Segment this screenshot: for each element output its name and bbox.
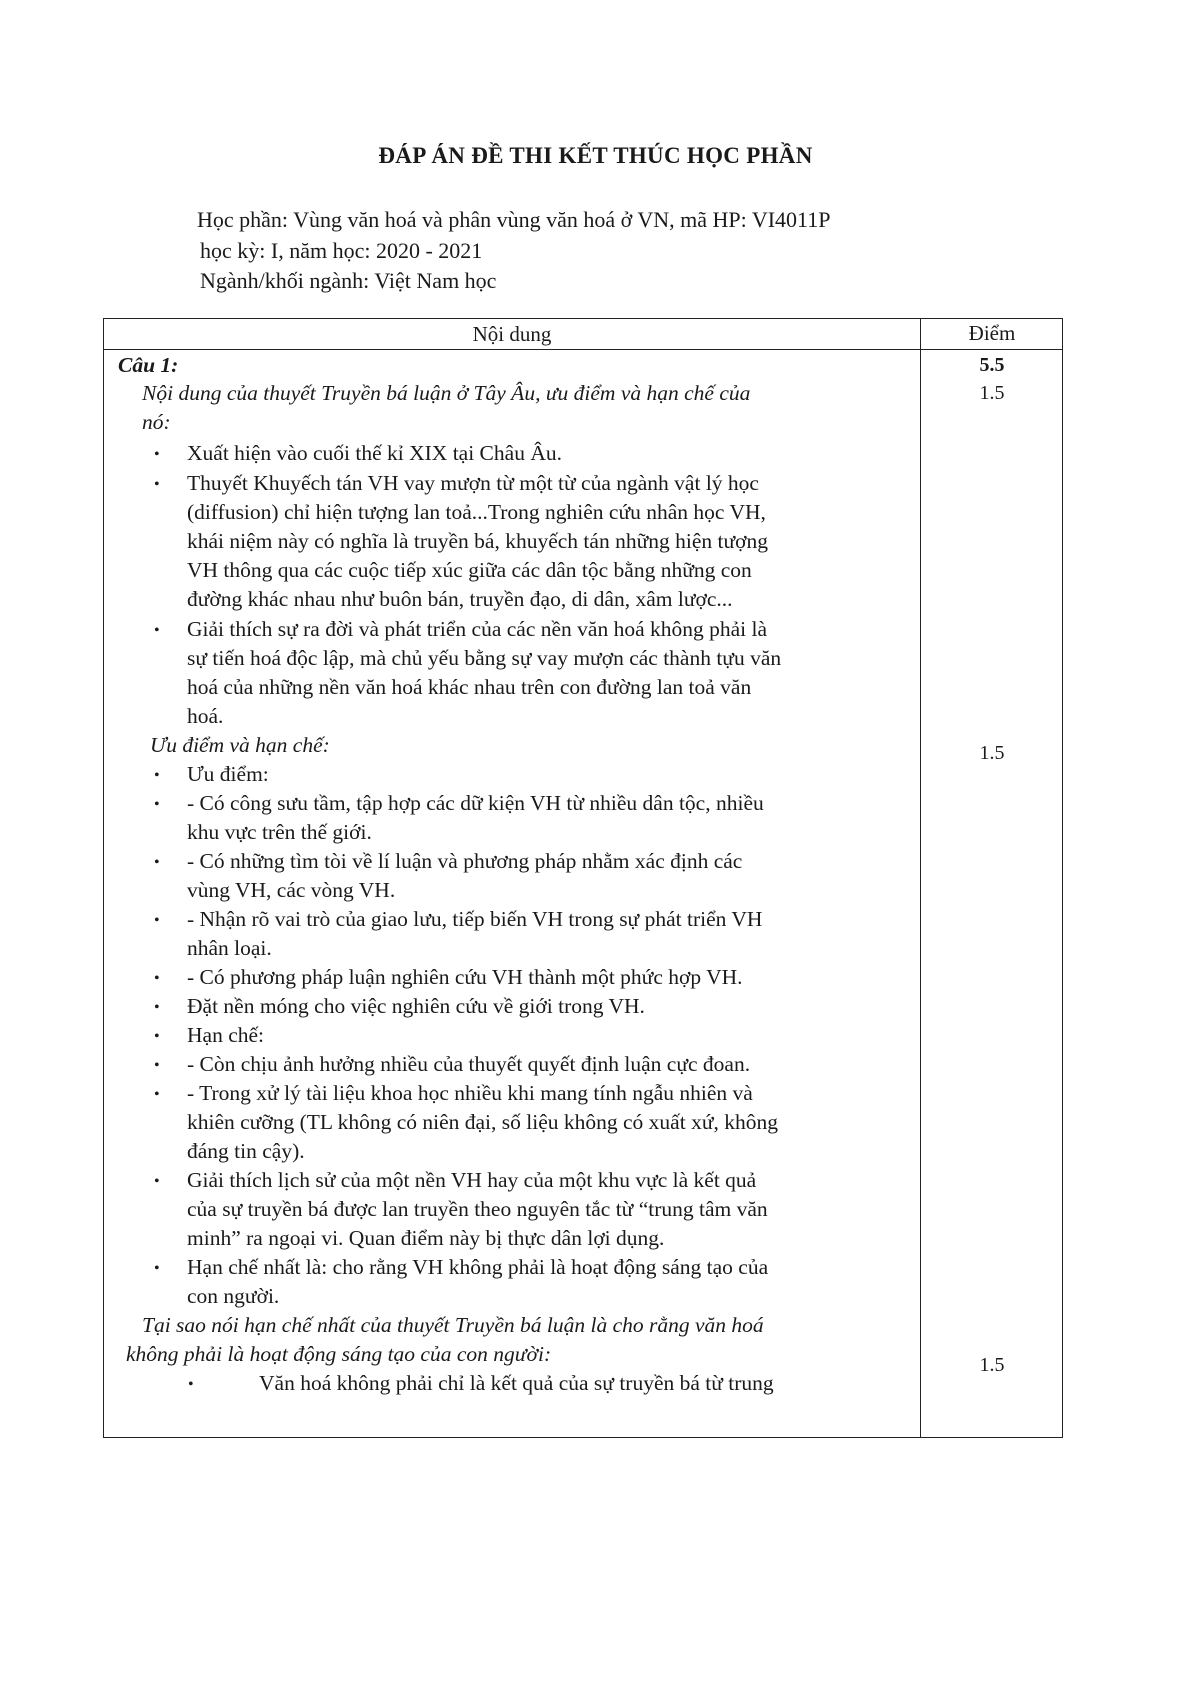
header-divider bbox=[104, 349, 1062, 350]
content-line: - Nhận rõ vai trò của giao lưu, tiếp biến VH trong sự phát triển VH bbox=[187, 907, 763, 931]
content-line: Giải thích lịch sử của một nền VH hay của một khu vực là kết quả bbox=[187, 1168, 757, 1192]
section-heading: Ưu điểm và hạn chế: bbox=[150, 733, 330, 757]
section-heading: nó: bbox=[142, 410, 171, 434]
content-line: - Còn chịu ảnh hưởng nhiều của thuyết quyết định luận cực đoan. bbox=[187, 1052, 751, 1076]
content-line: sự tiến hoá độc lập, mà chủ yếu bằng sự vay mượn các thành tựu văn bbox=[187, 646, 782, 670]
score-total: 5.5 bbox=[979, 354, 1005, 376]
header-score: Điểm bbox=[968, 321, 1016, 345]
content-line: nhân loại. bbox=[187, 936, 272, 960]
content-line: Hạn chế: bbox=[187, 1023, 265, 1047]
section-heading: Tại sao nói hạn chế nhất của thuyết Truyền bá luận là cho rằng văn hoá bbox=[142, 1313, 764, 1337]
major-line: Ngành/khối ngành: Việt Nam học bbox=[200, 268, 497, 293]
content-line: Văn hoá không phải chỉ là kết quả của sự truyền bá từ trung bbox=[259, 1371, 774, 1395]
content-line: khiên cưỡng (TL không có niên đại, số liệu không có xuất xứ, không bbox=[187, 1110, 778, 1134]
content-line: hoá. bbox=[187, 704, 224, 728]
bullet-icon: • bbox=[154, 767, 160, 784]
content-line: khái niệm này có nghĩa là truyền bá, khuyếch tán những hiện tượng bbox=[187, 529, 768, 553]
section-heading: không phải là hoạt động sáng tạo của con người: bbox=[126, 1342, 552, 1366]
content-line: Xuất hiện vào cuối thế kỉ XIX tại Châu Âu. bbox=[187, 441, 562, 465]
bullet-icon: • bbox=[154, 970, 160, 987]
page-title: ĐÁP ÁN ĐỀ THI KẾT THÚC HỌC PHẦN bbox=[378, 143, 813, 168]
bullet-icon: • bbox=[154, 1260, 160, 1277]
content-line: Ưu điểm: bbox=[187, 762, 269, 786]
bullet-icon: • bbox=[154, 446, 160, 463]
content-line: đáng tin cậy). bbox=[187, 1139, 305, 1163]
bullet-icon: • bbox=[154, 1057, 160, 1074]
course-line: Học phần: Vùng văn hoá và phân vùng văn hoá ở VN, mã HP: VI4011P bbox=[197, 207, 831, 232]
content-line: - Trong xử lý tài liệu khoa học nhiều khi mang tính ngẫu nhiên và bbox=[187, 1081, 753, 1105]
bullet-icon: • bbox=[154, 912, 160, 929]
content-line: Giải thích sự ra đời và phát triển của các nền văn hoá không phải là bbox=[187, 617, 768, 641]
header-content: Nội dung bbox=[472, 322, 552, 346]
score-part: 1.5 bbox=[979, 382, 1005, 404]
content-line: - Có công sưu tầm, tập hợp các dữ kiện VH từ nhiều dân tộc, nhiều bbox=[187, 791, 764, 815]
content-line: đường khác nhau như buôn bán, truyền đạo, di dân, xâm lược... bbox=[187, 587, 733, 611]
column-divider bbox=[920, 319, 921, 1437]
section-heading: Nội dung của thuyết Truyền bá luận ở Tây Âu, ưu điểm và hạn chế của bbox=[142, 381, 751, 405]
answer-table bbox=[103, 318, 1063, 1438]
content-line: VH thông qua các cuộc tiếp xúc giữa các dân tộc bằng những con bbox=[187, 558, 752, 582]
content-line: - Có những tìm tòi về lí luận và phương pháp nhằm xác định các bbox=[187, 849, 743, 873]
content-line: hoá của những nền văn hoá khác nhau trên con đường lan toả văn bbox=[187, 675, 752, 699]
content-line: con người. bbox=[187, 1284, 280, 1308]
bullet-icon: • bbox=[188, 1376, 194, 1393]
content-line: khu vực trên thế giới. bbox=[187, 820, 372, 844]
bullet-icon: • bbox=[154, 1028, 160, 1045]
content-line: Hạn chế nhất là: cho rằng VH không phải là hoạt động sáng tạo của bbox=[187, 1255, 769, 1279]
content-line: - Có phương pháp luận nghiên cứu VH thành một phức hợp VH. bbox=[187, 965, 743, 989]
bullet-icon: • bbox=[154, 622, 160, 639]
bullet-icon: • bbox=[154, 476, 160, 493]
bullet-icon: • bbox=[154, 854, 160, 871]
bullet-icon: • bbox=[154, 999, 160, 1016]
score-part: 1.5 bbox=[979, 742, 1005, 764]
content-line: Thuyết Khuyếch tán VH vay mượn từ một từ của ngành vật lý học bbox=[187, 471, 759, 495]
content-line: Đặt nền móng cho việc nghiên cứu về giới trong VH. bbox=[187, 994, 645, 1018]
question-label: Câu 1: bbox=[118, 353, 179, 377]
content-line: minh” ra ngoại vi. Quan điểm này bị thực dân lợi dụng. bbox=[187, 1226, 665, 1250]
content-line: vùng VH, các vòng VH. bbox=[187, 878, 396, 902]
bullet-icon: • bbox=[154, 1173, 160, 1190]
semester-line: học kỳ: I, năm học: 2020 - 2021 bbox=[200, 238, 483, 263]
content-line: (diffusion) chỉ hiện tượng lan toả...Trong nghiên cứu nhân học VH, bbox=[187, 500, 766, 524]
content-line: của sự truyền bá được lan truyền theo nguyên tắc từ “trung tâm văn bbox=[187, 1197, 768, 1221]
bullet-icon: • bbox=[154, 796, 160, 813]
bullet-icon: • bbox=[154, 1086, 160, 1103]
score-part: 1.5 bbox=[979, 1354, 1005, 1376]
